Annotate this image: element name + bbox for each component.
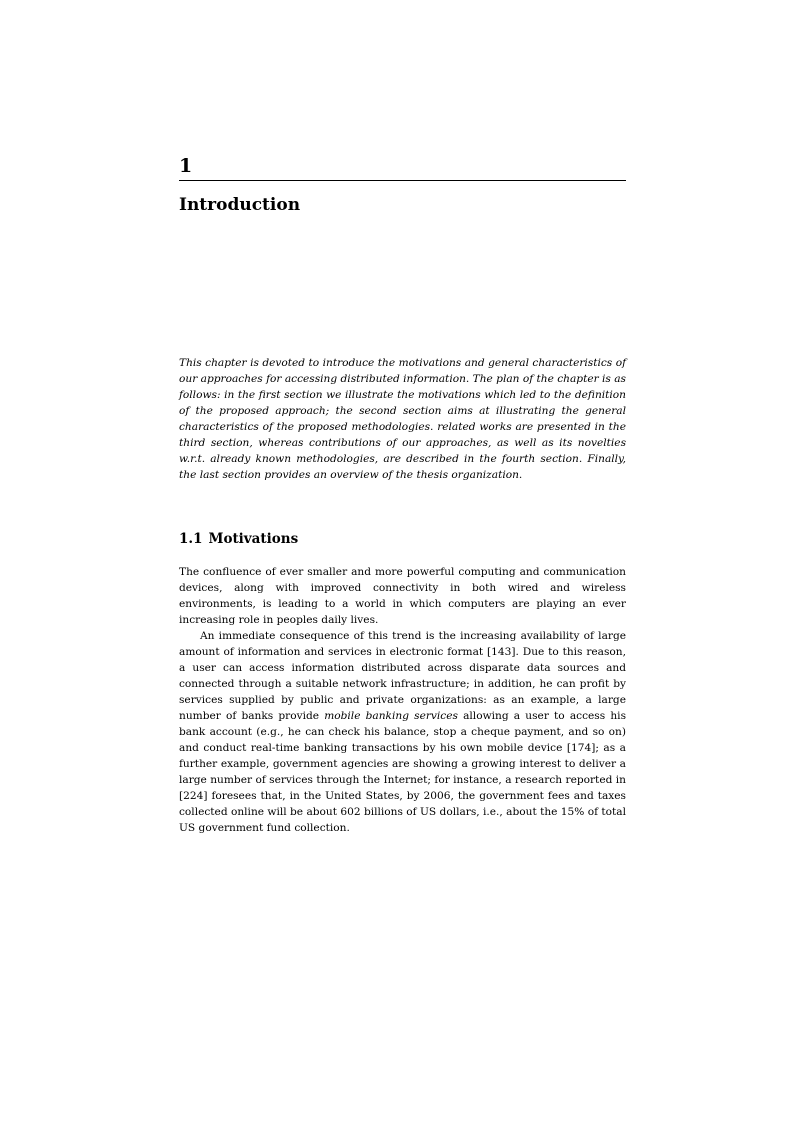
section-number: 1.1	[179, 531, 203, 547]
paragraph-1: The confluence of ever smaller and more powerful computing and communication devices, along with improved connectivity in both wired and wireless environments, is leading to a world in which computers are playing an ever increasing role in peoples daily lives.	[179, 566, 626, 626]
paragraph-2-emphasis: mobile banking services	[324, 710, 458, 722]
section-heading	[179, 529, 298, 549]
section-body	[179, 564, 626, 836]
paragraph-2-text-a: An immediate consequence of this trend is the increasing availability of large amount of information and services in electronic format [143]. Due to this reason, a user can access information distributed across disparate data sources and connected through a suitable network infrastructure; in addition, he can profit by services supplied by public and private organizations: as an example, a large number of banks provide	[179, 630, 626, 722]
paragraph-2	[179, 628, 626, 836]
document-page	[179, 0, 626, 1123]
chapter-number: 1	[179, 155, 193, 177]
chapter-rule	[179, 180, 626, 181]
section-title: Motivations	[208, 531, 299, 547]
chapter-abstract: This chapter is devoted to introduce the motivations and general characteristics of our approaches for accessing distributed information. The plan of the chapter is as follows: in the first section we illustrate the motivations which led to the definition of the proposed approach; the second section aims at illustrating the general characteristics of the proposed methodologies. related works are presented in the third section, whereas contributions of our approaches, as well as its novelties w.r.t. already known methodologies, are described in the fourth section. Finally, the last section provides an overview of the thesis organization.	[179, 357, 626, 481]
paragraph-2-text-b: allowing a user to access his bank account (e.g., he can check his balance, stop a cheque payment, and so on) and conduct real-time banking transactions by his own mobile device [174]; as a further example, government agencies are showing a growing interest to deliver a large number of services through the Internet; for instance, a research reported in [224] foresees that, in the United States, by 2006, the government fees and taxes collected online will be about 602 billions of US dollars, i.e., about the 15% of total US government fund collection.	[179, 710, 627, 834]
chapter-title: Introduction	[179, 195, 301, 215]
